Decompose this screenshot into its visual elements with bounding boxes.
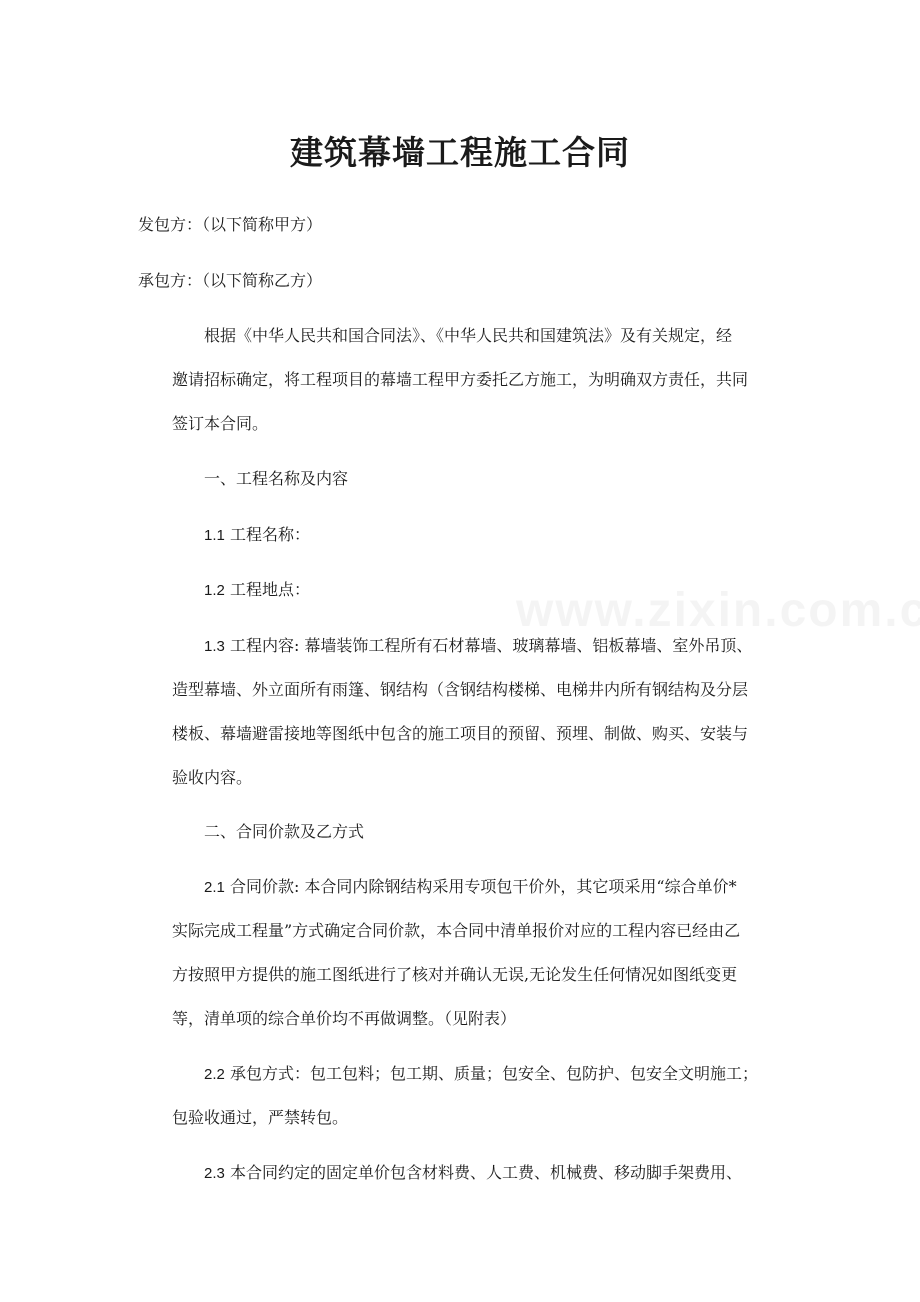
preamble-line-2: 邀请招标确定，将工程项目的幕墙工程甲方委托乙方施工，为明确双方责任，共同: [172, 370, 749, 389]
clause-1-2: [204, 576, 310, 605]
contract-title: 建筑幕墙工程施工合同: [290, 133, 630, 172]
clause-number: 1.1: [204, 527, 225, 544]
clause-text: 合同价款: 本合同内除钢结构采用专项包干价外，其它项采用“综合单价*: [229, 877, 737, 896]
clause-number: 2.2: [204, 1066, 225, 1083]
clause-2-1-line-3: 方按照甲方提供的施工图纸进行了核对并确认无误,无论发生任何情况如图纸变更: [172, 965, 738, 984]
clause-text: 承包方式：包工包料；包工期、质量；包安全、包防护、包安全文明施工；: [229, 1064, 758, 1083]
clause-text: 工程内容: 幕墙装饰工程所有石材幕墙、玻璃幕墙、铝板幕墙、室外吊顶、: [229, 636, 753, 655]
preamble-line-3: 签订本合同。: [172, 414, 269, 433]
clause-1-3-line-3: 楼板、幕墙避雷接地等图纸中包含的施工项目的预留、预埋、制做、购买、安装与: [172, 724, 749, 743]
clause-1-3-line-4: 验收内容。: [172, 768, 253, 787]
party-a-line: 发包方：（以下简称甲方）: [138, 215, 323, 234]
clause-2-2-line-2: 包验收通过，严禁转包。: [172, 1108, 349, 1127]
preamble-line-1: 根据《中华人民共和国合同法》、《中华人民共和国建筑法》及有关规定，经: [204, 326, 733, 345]
clause-1-1: [204, 521, 310, 550]
clause-number: 2.3: [204, 1165, 225, 1182]
section-2-heading: 二、合同价款及乙方式: [204, 822, 365, 841]
clause-text: 工程地点：: [229, 580, 310, 599]
clause-number: 1.2: [204, 582, 225, 599]
clause-number: 1.3: [204, 638, 225, 655]
watermark: [516, 583, 920, 638]
section-1-heading: 一、工程名称及内容: [204, 469, 349, 488]
clause-2-1-line-4: 等，清单项的综合单价均不再做调整。（见附表）: [172, 1009, 517, 1028]
clause-2-1-line-2: 实际完成工程量”方式确定合同价款，本合同中清单报价对应的工程内容已经由乙: [172, 921, 741, 940]
clause-number: 2.1: [204, 879, 225, 896]
clause-text: 本合同约定的固定单价包含材料费、人工费、机械费、移动脚手架费用、: [229, 1163, 742, 1182]
clause-1-3-line-2: 造型幕墙、外立面所有雨篷、钢结构（含钢结构楼梯、电梯井内所有钢结构及分层: [172, 680, 749, 699]
clause-text: 工程名称：: [229, 525, 310, 544]
clause-2-1: [204, 873, 737, 902]
party-b-line: 承包方：（以下简称乙方）: [138, 271, 323, 290]
clause-2-3: [204, 1159, 742, 1188]
clause-2-2: [204, 1060, 758, 1089]
clause-1-3: [204, 632, 752, 661]
